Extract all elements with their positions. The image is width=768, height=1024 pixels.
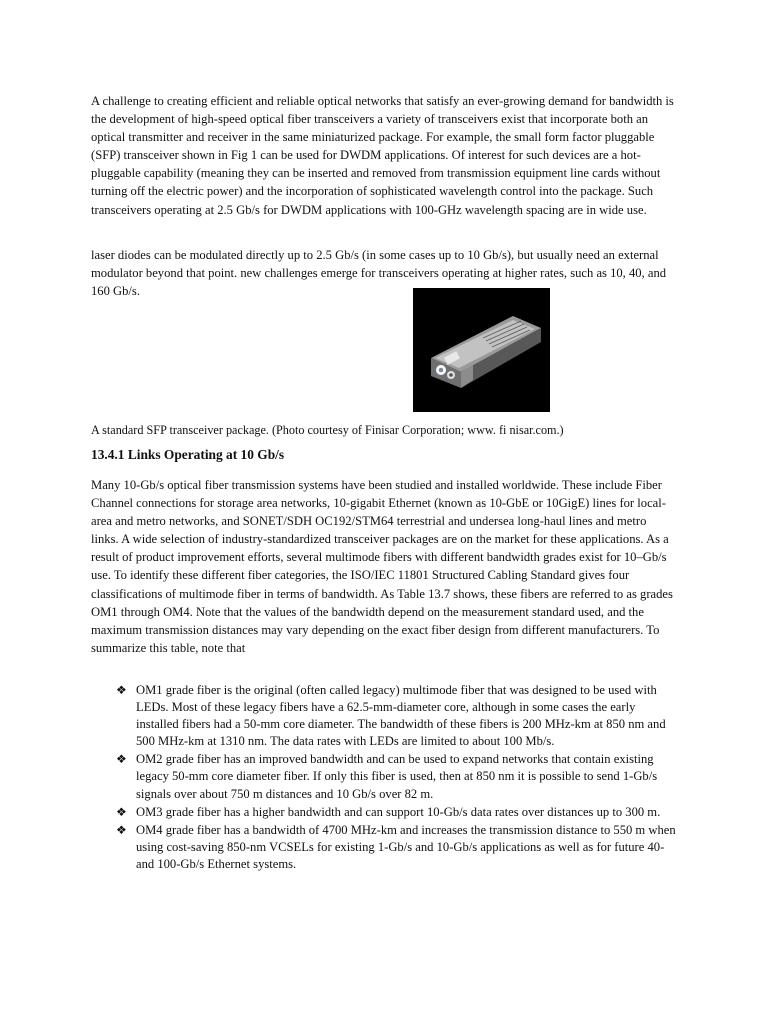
intro-paragraph: A challenge to creating efficient and reliable optical networks that satisfy an ever-growing demand for bandwidth is the development of high-speed optical fiber transceivers a variety of transceivers exist that incorporate both an optical transmitter and receiver in the same miniaturized package. For example, the small form factor pluggable (SFP) transceiver shown in Fig 1 can be used for DWDM applications. Of interest for such devices are a hot-pluggable capability (meaning they can be inserted and removed from transmission equipment line cards without turning off the electric power) and the incorporation of sophisticated wavelength control into the package. Such transceivers operating at 2.5 Gb/s for DWDM applications with 100-GHz wavelength spacing are in wide use. (91, 94, 674, 217)
list-item: ❖ OM1 grade fiber is the original (often called legacy) multimode fiber that was designed to be used with LEDs. Most of these legacy fibers have a 62.5-mm-diameter core, although in some cases the early installed fibers had a 50-mm core diameter. The bandwidth of these fibers is 200 MHz-km at 850 nm and 500 MHz-km at 1310 nm. The data rates with LEDs are limited to about 100 Mb/s. (116, 683, 666, 749)
list-item: ❖ OM3 grade fiber has a higher bandwidth and can support 10-Gb/s data rates over distances up to 300 m. (114, 804, 679, 821)
fiber-grade-list (114, 682, 679, 874)
diamond-bullet-icon: ❖ (116, 822, 127, 837)
sfp-transceiver-photo (413, 288, 550, 412)
diamond-bullet-icon: ❖ (116, 804, 127, 819)
laser-paragraph: laser diodes can be modulated directly up to 2.5 Gb/s (in some cases up to 10 Gb/s), but usually need an external modulator beyond that point. new challenges emerge for transceivers operating at higher rates, such as 10, 40, and 160 Gb/s. (91, 248, 667, 299)
links-paragraph: Many 10-Gb/s optical fiber transmission systems have been studied and installed worldwide. These include Fiber Channel connections for storage area networks, 10-gigabit Ethernet (known as 10-GbE or 10GigE) lines for local-area and metro networks, and SONET/SDH OC192/STM64 terrestrial and undersea long-haul lines and metro links. A wide selection of industry-standardized transceiver packages are on the market for these applications. As a result of product improvement efforts, several multimode fibers with different bandwidth grades exist for 10–Gb/s use. To identify these different fiber categories, the ISO/IEC 11801 Structured Cabling Standard gives four classifications of multimode fiber in terms of bandwidth. As Table 13.7 shows, these fibers are referred to as grades OM1 through OM4. Note that the values of the bandwidth depend on the measurement standard used, and the maximum transmission distances may vary depending on the exact fiber design from different manufacturers. To summarize this table, note that (91, 478, 673, 655)
list-item: ❖ OM2 grade fiber has an improved bandwidth and can be used to expand networks that contain existing legacy 50-mm core diameter fiber. If only this fiber is used, then at 850 nm it is possible to send 1-Gb/s signals over about 750 m distances and 10 Gb/s over 82 m. (116, 752, 658, 801)
diamond-bullet-icon: ❖ (116, 752, 127, 767)
list-item: ❖ OM4 grade fiber has a bandwidth of 4700 MHz-km and increases the transmission distance to 550 m when using cost-saving 850-nm VCSELs for existing 1-Gb/s and 10-Gb/s applications as well as for future 40- and 100-Gb/s Ethernet systems. (116, 822, 676, 871)
diamond-bullet-icon: ❖ (116, 683, 127, 697)
figure-caption: A standard SFP transceiver package. (Photo courtesy of Finisar Corporation; www. fi nisar.com.) (91, 423, 564, 437)
section-heading: 13.4.1 Links Operating at 10 Gb/s (91, 447, 285, 462)
